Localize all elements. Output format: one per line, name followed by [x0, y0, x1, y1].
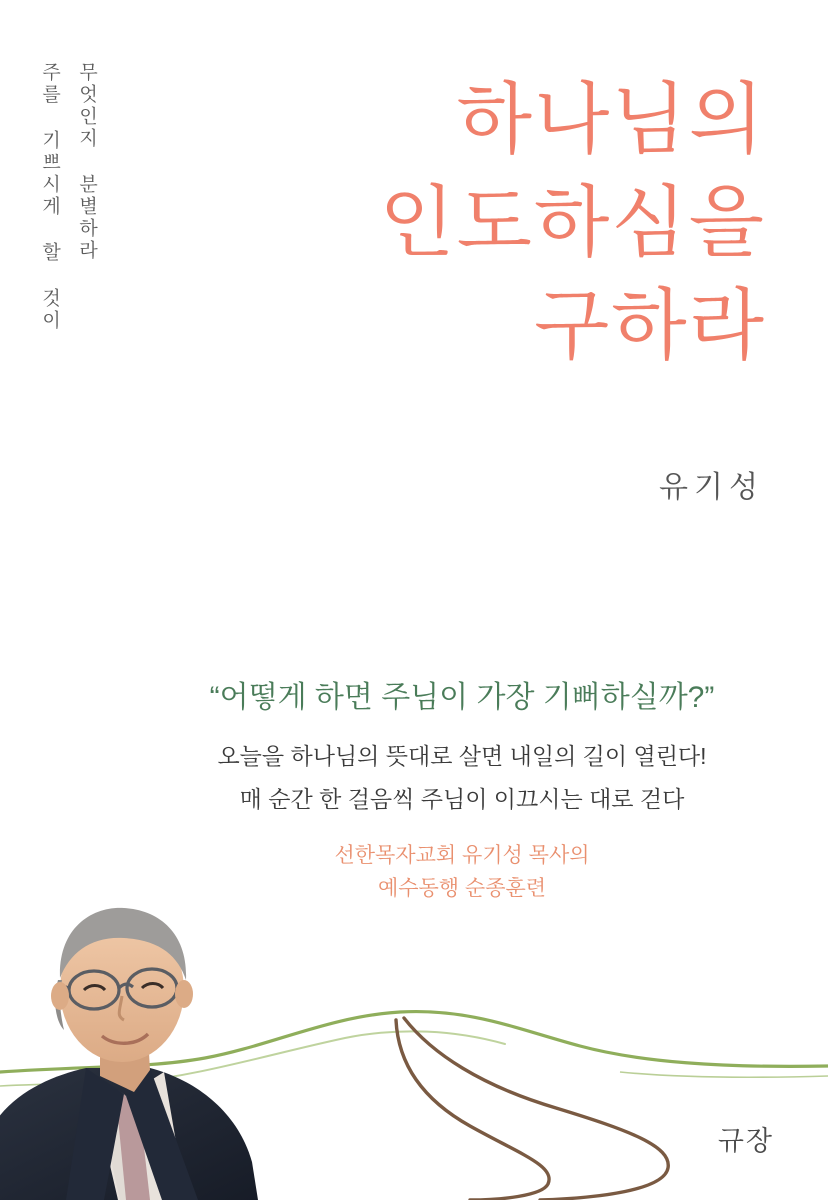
quote-subline-1: 오늘을 하나님의 뜻대로 살면 내일의 길이 열린다! [217, 743, 707, 769]
title-line-1: 하나님의 [456, 75, 766, 163]
publisher-name: 규장 [717, 1126, 774, 1156]
title-line-3: 구하라 [533, 280, 766, 369]
book-title [379, 68, 766, 377]
quote-subline-2: 매 순간 한 걸음씩 주님이 이끄시는 대로 걷다 [239, 786, 685, 813]
side-text-line-2: 주를 기쁘시게 할 것이 [39, 62, 60, 332]
author-name: 유기성 [659, 471, 764, 504]
author-portrait [0, 880, 330, 1200]
title-line-2: 인도하심을 [379, 177, 766, 266]
vertical-side-text [40, 62, 96, 332]
quote-tagline-1: 선한목자교회 유기성 목사의 [334, 843, 590, 867]
quote-headline: “어떻게 하면 주님이 가장 기뻐하실까?” [209, 681, 715, 714]
side-text-line-1: 무엇인지 분별하라 [76, 62, 97, 262]
quote-tagline-2: 예수동행 순종훈련 [377, 877, 547, 901]
